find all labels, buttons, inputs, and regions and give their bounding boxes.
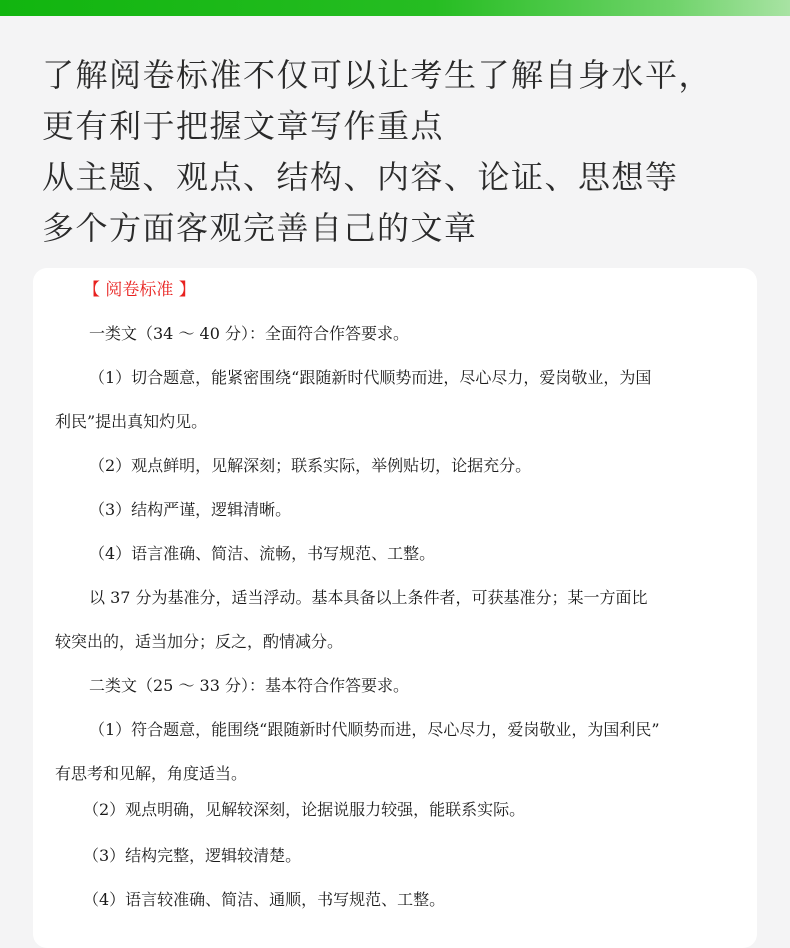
grading-standard-card [33, 268, 757, 948]
class2-item1-part1: （1）符合题意，能围绕“跟随新时代顺势而进，尽心尽力，爱岗敬业，为国利民” [89, 720, 660, 739]
class2-heading: 二类文（25 ～ 33 分）：基本符合作答要求。 [89, 676, 409, 695]
class2-item3: （3）结构完整，逻辑较清楚。 [83, 846, 302, 865]
headline [42, 50, 782, 254]
class1-item3: （3）结构严谨，逻辑清晰。 [89, 500, 292, 519]
class1-baseline-part2: 较突出的，适当加分；反之，酌情减分。 [55, 632, 344, 651]
class1-heading: 一类文（34 ～ 40 分）：全面符合作答要求。 [89, 324, 409, 343]
headline-line-3: 从主题、观点、结构、内容、论证、思想等 [42, 158, 679, 196]
class1-item1-part1: （1）切合题意，能紧密围绕“跟随新时代顺势而进，尽心尽力，爱岗敬业，为国 [89, 368, 652, 387]
class1-item4: （4）语言准确、简洁、流畅，书写规范、工整。 [89, 544, 436, 563]
grading-standard-label: 【 阅卷标准 】 [83, 280, 196, 300]
class1-baseline-part1: 以 37 分为基准分，适当浮动。基本具备以上条件者，可获基准分；某一方面比 [89, 588, 648, 607]
top-accent-bar [0, 0, 790, 16]
class2-item4: （4）语言较准确、简洁、通顺，书写规范、工整。 [83, 890, 446, 909]
class2-item2: （2）观点明确，见解较深刻，论据说服力较强，能联系实际。 [83, 800, 526, 819]
class1-item1-part2: 利民”提出真知灼见。 [55, 412, 208, 431]
class2-item1-part2: 有思考和见解，角度适当。 [55, 764, 248, 783]
headline-line-1: 了解阅卷标准不仅可以让考生了解自身水平， [42, 56, 713, 94]
headline-line-4: 多个方面客观完善自己的文章 [42, 209, 478, 247]
class1-item2: （2）观点鲜明，见解深刻；联系实际，举例贴切，论据充分。 [89, 456, 532, 475]
headline-line-2: 更有利于把握文章写作重点 [42, 107, 445, 145]
